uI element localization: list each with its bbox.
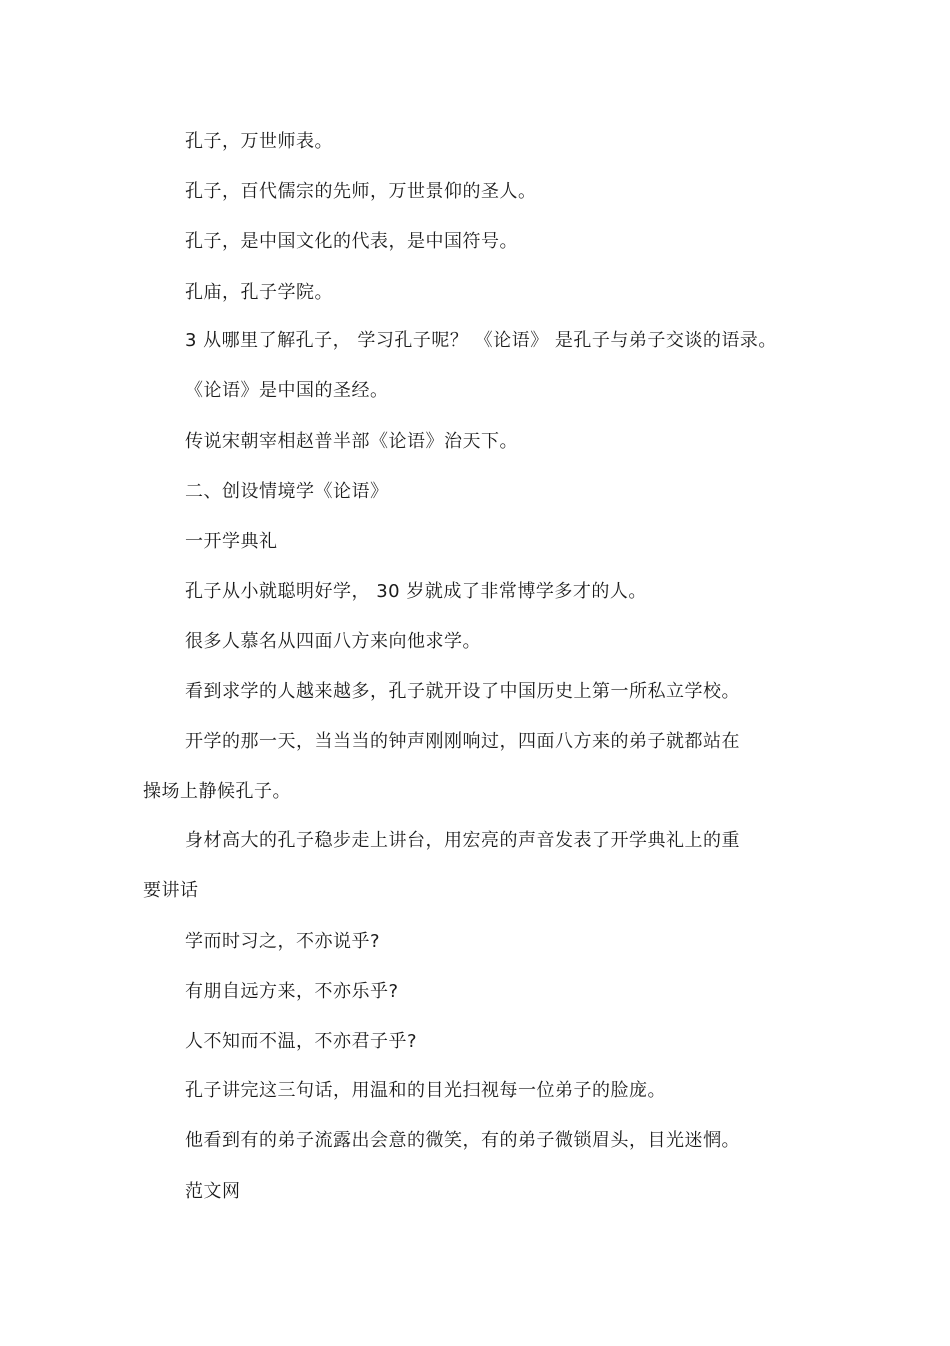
quote-line: 人不知而不温，不亦君子乎? [185, 1031, 418, 1052]
section-heading: 二、创设情境学《论语》 [185, 481, 389, 502]
text-line: 孔子，百代儒宗的先师，万世景仰的圣人。 [185, 181, 537, 202]
text-line: 很多人慕名从四面八方来向他求学。 [185, 631, 481, 652]
text-line: 3 从哪里了解孔子， 学习孔子呢？ 《论语》 是孔子与弟子交谈的语录。 [185, 330, 777, 351]
text-line: 《论语》是中国的圣经。 [185, 380, 389, 401]
text-line: 操场上静候孔子。 [143, 781, 291, 802]
text-line: 开学的那一天，当当当的钟声刚刚响过，四面八方来的弟子就都站在 [185, 731, 740, 752]
footer-text: 范文网 [185, 1181, 241, 1202]
quote-line: 有朋自远方来，不亦乐乎? [185, 981, 399, 1002]
text-line: 看到求学的人越来越多，孔子就开设了中国历史上第一所私立学校。 [185, 681, 740, 702]
quote-line: 学而时习之，不亦说乎? [185, 931, 381, 952]
text-line: 传说宋朝宰相赵普半部《论语》治天下。 [185, 431, 518, 452]
text-line: 孔子，万世师表。 [185, 131, 333, 152]
subsection-heading: 一开学典礼 [185, 531, 278, 552]
text-line: 孔庙，孔子学院。 [185, 282, 333, 303]
text-line: 孔子讲完这三句话，用温和的目光扫视每一位弟子的脸庞。 [185, 1080, 666, 1101]
text-line: 他看到有的弟子流露出会意的微笑，有的弟子微锁眉头，目光迷惘。 [185, 1130, 740, 1151]
text-line: 孔子从小就聪明好学， 30 岁就成了非常博学多才的人。 [185, 581, 647, 602]
text-line: 孔子，是中国文化的代表，是中国符号。 [185, 231, 518, 252]
text-line: 要讲话 [143, 880, 199, 901]
text-line: 身材高大的孔子稳步走上讲台，用宏亮的声音发表了开学典礼上的重 [185, 830, 740, 851]
